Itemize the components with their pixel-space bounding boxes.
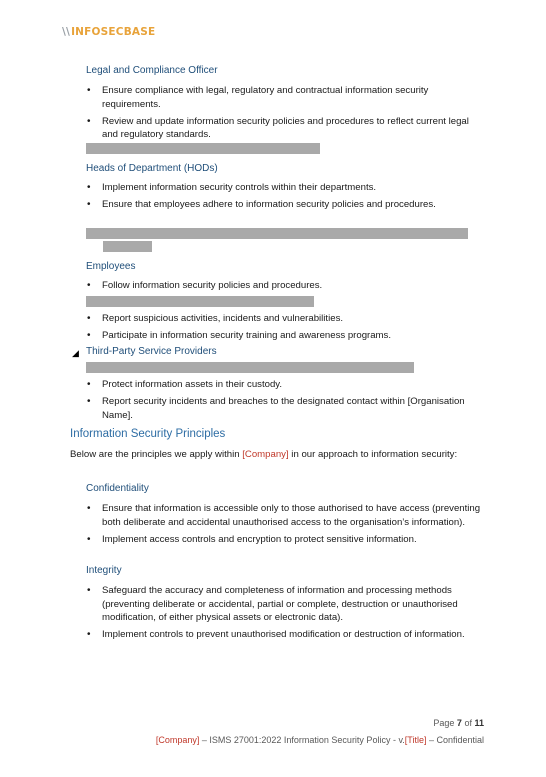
infosecbase-logo: [62, 26, 155, 38]
logo-text: INFOSECBASE: [71, 26, 156, 38]
list-item: • Safeguard the accuracy and completeness of information and processing methods (preventing deliberate or accidental, partial or complete, destruction or unauthorised modification, of either physical assets or electronic data).: [86, 584, 486, 625]
collapse-triangle-icon[interactable]: ◢: [72, 348, 79, 358]
redaction-bar: [103, 241, 152, 252]
principles-heading: Information Security Principles: [70, 428, 226, 440]
list-item: • Implement information security controls within their departments.: [86, 181, 486, 195]
redaction-bar: [86, 143, 320, 154]
legal-compliance-list: [86, 84, 486, 145]
employees-list-a: [86, 279, 486, 296]
employees-list-b: [86, 312, 486, 346]
integrity-heading: Integrity: [86, 565, 122, 576]
list-item: • Report security incidents and breaches to the designated contact within [Organisation Name].: [86, 395, 486, 422]
list-item: • Implement controls to prevent unauthorised modification or destruction of information.: [86, 628, 486, 642]
list-item: • Protect information assets in their custody.: [86, 378, 486, 392]
company-placeholder: [Company]: [242, 449, 289, 460]
employees-heading: Employees: [86, 261, 136, 272]
principles-intro: Below are the principles we apply within [Company] in our approach to information security:: [70, 449, 458, 460]
confidentiality-heading: Confidentiality: [86, 483, 149, 494]
list-item: • Ensure compliance with legal, regulatory and contractual information security requirements.: [86, 84, 486, 111]
list-item: • Review and update information security policies and procedures to reflect current legal and regulatory standards.: [86, 115, 486, 142]
legal-compliance-heading: Legal and Compliance Officer: [86, 65, 218, 76]
list-item: • Implement access controls and encryption to protect sensitive information.: [86, 533, 486, 547]
integrity-list: [86, 584, 486, 645]
third-party-list: [86, 378, 486, 426]
hods-list: [86, 181, 486, 215]
footer-document-line: [Company] – ISMS 27001:2022 Information Security Policy - v.[Title] – Confidential: [155, 735, 484, 745]
list-item: • Report suspicious activities, incidents and vulnerabilities.: [86, 312, 486, 326]
list-item: • Ensure that information is accessible only to those authorised to have access (preventing both deliberate and accidental unauthorised access to the organisation’s information).: [86, 502, 486, 529]
list-item: • Participate in information security training and awareness programs.: [86, 329, 486, 343]
list-item: • Follow information security policies and procedures.: [86, 279, 486, 293]
redaction-bar: [86, 228, 468, 239]
third-party-heading: Third-Party Service Providers: [86, 346, 217, 357]
page-number: Page 7 of 11: [433, 718, 484, 728]
confidentiality-list: [86, 502, 486, 550]
logo-mark-icon: \\: [62, 26, 71, 38]
redaction-bar: [86, 296, 314, 307]
hods-heading: Heads of Department (HODs): [86, 163, 218, 174]
list-item: • Ensure that employees adhere to information security policies and procedures.: [86, 198, 486, 212]
redaction-bar: [86, 362, 414, 373]
